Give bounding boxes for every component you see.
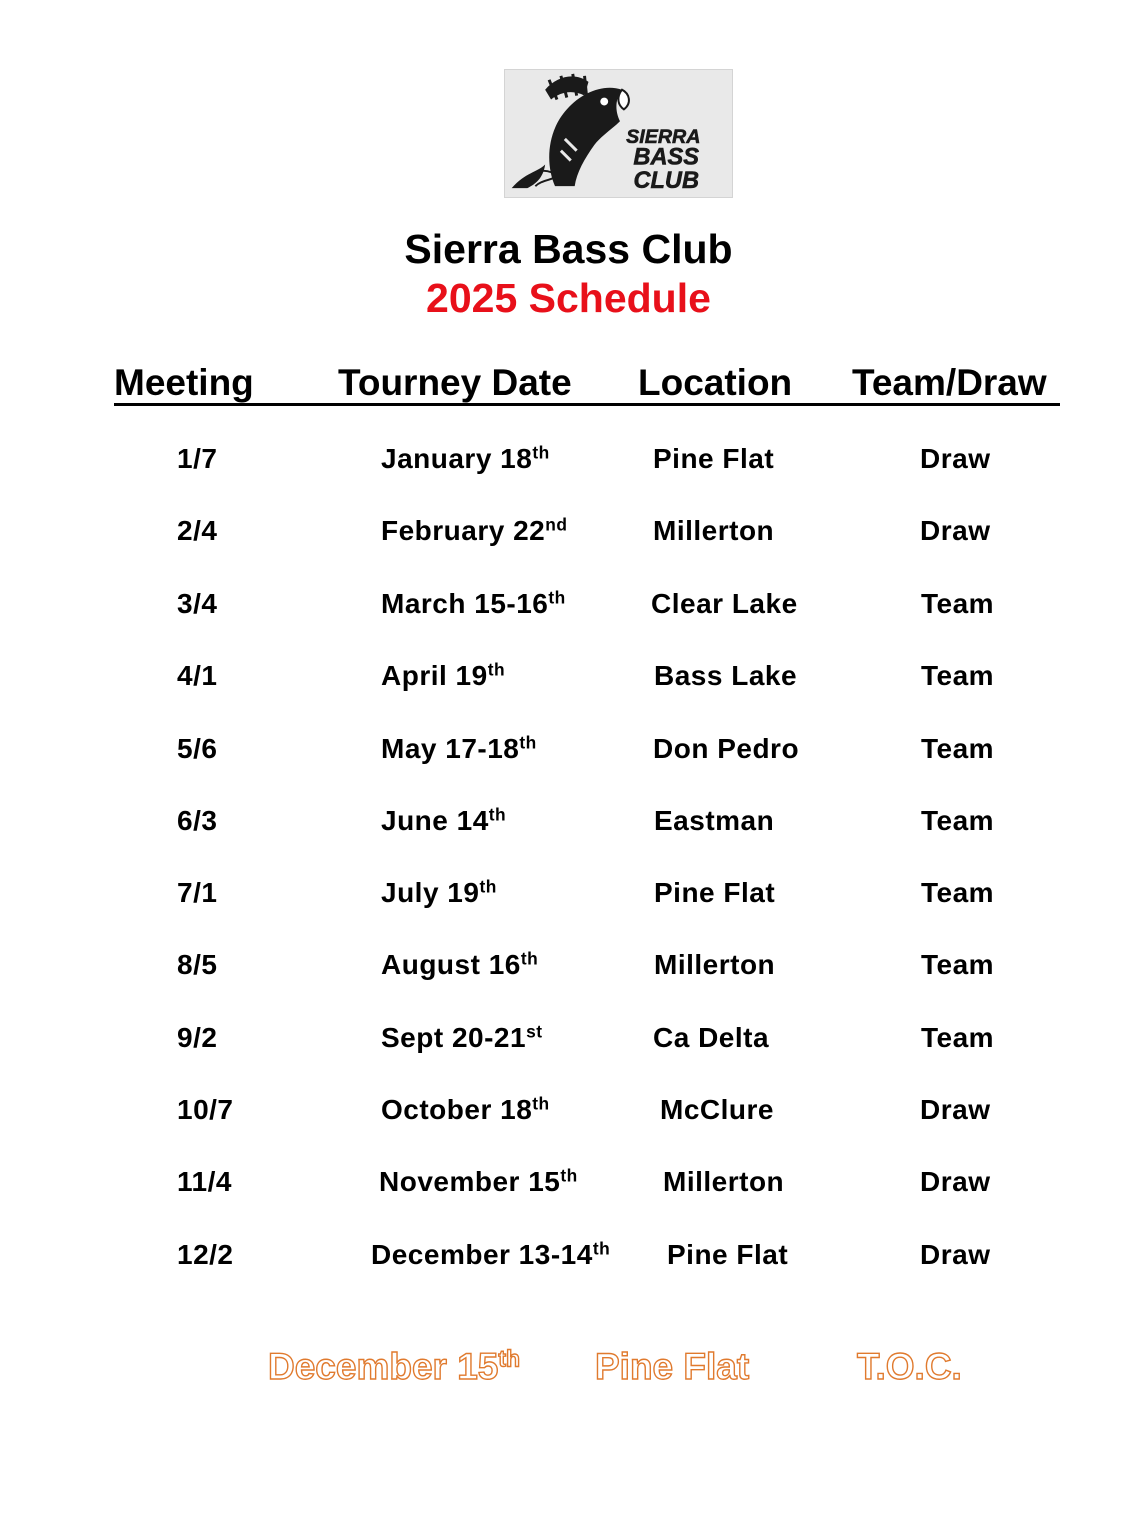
- team-draw: Team: [921, 588, 995, 619]
- page-title: Sierra Bass Club: [404, 226, 733, 272]
- schedule-row: [0, 588, 1137, 628]
- tourney-date: October 18th: [381, 1093, 550, 1125]
- page-subtitle: 2025 Schedule: [426, 275, 711, 321]
- meeting-date: 3/4: [177, 588, 218, 619]
- toc-date: December 15th: [268, 1345, 521, 1387]
- tourney-date: Sept 20-21st: [381, 1021, 543, 1053]
- team-draw: Draw: [920, 1166, 991, 1197]
- location: Pine Flat: [654, 877, 776, 908]
- tourney-date: January 18th: [381, 442, 550, 474]
- tourney-date: December 13-14th: [371, 1238, 611, 1270]
- location: Bass Lake: [654, 660, 798, 691]
- header-underline: [114, 403, 1060, 406]
- tourney-date: February 22nd: [381, 514, 568, 546]
- team-draw: Draw: [920, 515, 991, 546]
- schedule-row: [0, 949, 1137, 989]
- tourney-date: July 19th: [381, 876, 497, 908]
- meeting-date: 9/2: [177, 1022, 218, 1053]
- location: Millerton: [654, 949, 776, 980]
- svg-text:SIERRA: SIERRA: [626, 125, 701, 148]
- schedule-row: [0, 1166, 1137, 1206]
- location: Pine Flat: [653, 443, 775, 474]
- location: Ca Delta: [653, 1022, 770, 1053]
- meeting-date: 6/3: [177, 805, 218, 836]
- club-logo: [504, 69, 733, 198]
- schedule-row: [0, 1239, 1137, 1279]
- team-draw: Draw: [920, 443, 991, 474]
- location: Clear Lake: [651, 588, 798, 619]
- meeting-date: 1/7: [177, 443, 218, 474]
- tourney-date: November 15th: [379, 1165, 578, 1197]
- schedule-row: [0, 443, 1137, 483]
- location: Eastman: [654, 805, 775, 836]
- schedule-row: [0, 515, 1137, 555]
- team-draw: Team: [921, 949, 995, 980]
- team-draw: Team: [921, 733, 995, 764]
- schedule-row: [0, 733, 1137, 773]
- location: Millerton: [653, 515, 775, 546]
- team-draw: Draw: [920, 1239, 991, 1270]
- meeting-date: 7/1: [177, 877, 218, 908]
- team-draw: Team: [921, 877, 995, 908]
- schedule-row: [0, 1022, 1137, 1062]
- team-draw: Team: [921, 805, 995, 836]
- bass-fish-icon: [505, 70, 732, 197]
- location: Millerton: [663, 1166, 785, 1197]
- header-tourney-date: Tourney Date: [338, 362, 572, 403]
- team-draw: Team: [921, 1022, 995, 1053]
- team-draw: Team: [921, 660, 995, 691]
- schedule-row: [0, 660, 1137, 700]
- tourney-date: May 17-18th: [381, 732, 537, 764]
- team-draw: Draw: [920, 1094, 991, 1125]
- tourney-date: August 16th: [381, 948, 539, 980]
- meeting-date: 4/1: [177, 660, 218, 691]
- meeting-date: 8/5: [177, 949, 218, 980]
- header-meeting: Meeting: [114, 362, 254, 403]
- svg-text:CLUB: CLUB: [633, 168, 700, 195]
- meeting-date: 12/2: [177, 1239, 234, 1270]
- toc-location: Pine Flat: [595, 1346, 750, 1387]
- location: McClure: [660, 1094, 774, 1125]
- header-location: Location: [638, 362, 793, 403]
- meeting-date: 11/4: [177, 1166, 232, 1197]
- location: Pine Flat: [667, 1239, 789, 1270]
- tourney-date: April 19th: [381, 659, 506, 691]
- schedule-row: [0, 1094, 1137, 1134]
- header-team-draw: Team/Draw: [852, 362, 1047, 403]
- meeting-date: 10/7: [177, 1094, 234, 1125]
- meeting-date: 5/6: [177, 733, 218, 764]
- tourney-date: June 14th: [381, 804, 507, 836]
- toc-type: T.O.C.: [857, 1346, 962, 1387]
- schedule-row: [0, 877, 1137, 917]
- meeting-date: 2/4: [177, 515, 218, 546]
- schedule-row: [0, 805, 1137, 845]
- tourney-date: March 15-16th: [381, 587, 566, 619]
- location: Don Pedro: [653, 733, 800, 764]
- svg-text:BASS: BASS: [633, 144, 700, 171]
